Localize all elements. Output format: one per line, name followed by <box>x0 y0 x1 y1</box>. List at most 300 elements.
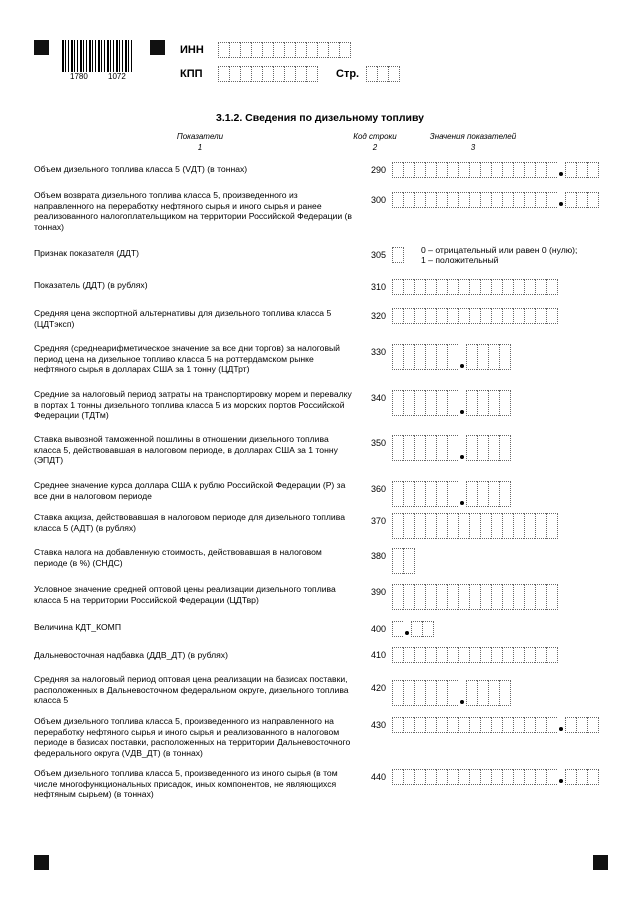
digit-cell[interactable] <box>491 308 502 324</box>
digit-cell[interactable] <box>587 717 599 733</box>
row-code-360: 360 <box>370 484 386 494</box>
digit-cell[interactable] <box>480 192 491 208</box>
digit-cell[interactable] <box>546 513 558 539</box>
barcode-number-2: 1072 <box>108 72 126 81</box>
digit-cell[interactable] <box>546 647 558 663</box>
value-field-330[interactable] <box>392 344 511 370</box>
digit-cell[interactable] <box>480 584 491 610</box>
digit-cell[interactable] <box>425 192 436 208</box>
value-field-305[interactable] <box>392 247 404 263</box>
value-field-350[interactable] <box>392 435 511 461</box>
row-code-410: 410 <box>370 650 386 660</box>
row-label-380: Ставка налога на добавленную стоимость, действовавшая в налоговом периоде (в %) (СНДС) <box>34 547 322 568</box>
row-label-420: Средняя за налоговый период оптовая цена реализации на базисах поставки, расположенных в Дальневосточном федеральном округе, дизельного топлива класса 5 <box>34 674 349 705</box>
digit-cell[interactable] <box>262 42 273 58</box>
digit-cell[interactable] <box>414 344 425 370</box>
digit-cell[interactable] <box>565 717 576 733</box>
digit-cell[interactable] <box>425 162 436 178</box>
digit-cell[interactable] <box>546 584 558 610</box>
column-header-indicators: Показатели <box>176 132 224 141</box>
digit-cell[interactable] <box>458 717 469 733</box>
digit-cell[interactable] <box>458 279 469 295</box>
digit-cell[interactable] <box>488 680 499 706</box>
row-code-330: 330 <box>370 347 386 357</box>
digit-cell[interactable] <box>480 162 491 178</box>
digit-cell[interactable] <box>535 717 546 733</box>
digit-cell[interactable] <box>458 192 469 208</box>
digit-cell[interactable] <box>488 481 499 507</box>
page-number-field[interactable] <box>366 66 400 82</box>
decimal-point <box>559 727 563 731</box>
digit-cell[interactable] <box>502 647 513 663</box>
digit-cell[interactable] <box>392 192 403 208</box>
value-field-290[interactable] <box>392 162 599 178</box>
digit-cell[interactable] <box>447 192 458 208</box>
row-code-340: 340 <box>370 393 386 403</box>
digit-cell[interactable] <box>447 279 458 295</box>
digit-cell[interactable] <box>524 769 535 785</box>
digit-cell[interactable] <box>339 42 351 58</box>
decimal-point <box>559 172 563 176</box>
digit-cell[interactable] <box>403 279 414 295</box>
digit-cell[interactable] <box>425 647 436 663</box>
barcode-number-1: 1780 <box>70 72 88 81</box>
digit-cell[interactable] <box>411 621 422 637</box>
digit-cell[interactable] <box>546 717 557 733</box>
digit-cell[interactable] <box>488 344 499 370</box>
digit-cell[interactable] <box>587 162 599 178</box>
digit-cell[interactable] <box>524 647 535 663</box>
digit-cell[interactable] <box>491 162 502 178</box>
digit-cell[interactable] <box>392 162 403 178</box>
corner-marker-bottom-right <box>593 855 608 870</box>
digit-cell[interactable] <box>524 584 535 610</box>
digit-cell[interactable] <box>436 717 447 733</box>
digit-cell[interactable] <box>524 717 535 733</box>
digit-cell[interactable] <box>513 584 524 610</box>
digit-cell[interactable] <box>392 548 403 574</box>
digit-cell[interactable] <box>425 344 436 370</box>
digit-cell[interactable] <box>513 647 524 663</box>
digit-cell[interactable] <box>535 162 546 178</box>
digit-cell[interactable] <box>535 279 546 295</box>
digit-cell[interactable] <box>565 192 576 208</box>
digit-cell[interactable] <box>458 647 469 663</box>
digit-cell[interactable] <box>499 435 511 461</box>
digit-cell[interactable] <box>436 279 447 295</box>
digit-cell[interactable] <box>403 513 414 539</box>
digit-cell[interactable] <box>447 717 458 733</box>
digit-cell[interactable] <box>392 481 403 507</box>
digit-cell[interactable] <box>513 279 524 295</box>
column-header-values: Значения показателей <box>429 132 517 141</box>
digit-cell[interactable] <box>488 435 499 461</box>
digit-cell[interactable] <box>422 621 434 637</box>
digit-cell[interactable] <box>480 513 491 539</box>
digit-cell[interactable] <box>524 279 535 295</box>
digit-cell[interactable] <box>524 162 535 178</box>
digit-cell[interactable] <box>436 162 447 178</box>
digit-cell[interactable] <box>403 162 414 178</box>
digit-cell[interactable] <box>491 769 502 785</box>
digit-cell[interactable] <box>535 308 546 324</box>
digit-cell[interactable] <box>480 769 491 785</box>
digit-cell[interactable] <box>491 584 502 610</box>
value-field-410[interactable] <box>392 647 558 663</box>
column-header-values-number: 3 <box>470 143 476 152</box>
value-field-310[interactable] <box>392 279 558 295</box>
digit-cell[interactable] <box>499 390 511 416</box>
digit-cell[interactable] <box>477 344 488 370</box>
digit-cell[interactable] <box>414 435 425 461</box>
digit-cell[interactable] <box>284 42 295 58</box>
digit-cell[interactable] <box>458 769 469 785</box>
digit-cell[interactable] <box>535 192 546 208</box>
digit-cell[interactable] <box>403 647 414 663</box>
digit-cell[interactable] <box>392 344 403 370</box>
row-label-390: Условное значение средней оптовой цены реализации дизельного топлива класса 5 на территории Российской Федерации (ЦДТвр) <box>34 584 336 605</box>
decimal-point <box>460 501 464 505</box>
digit-cell[interactable] <box>447 344 458 370</box>
digit-cell[interactable] <box>425 308 436 324</box>
digit-cell[interactable] <box>499 680 511 706</box>
digit-cell[interactable] <box>392 680 403 706</box>
digit-cell[interactable] <box>392 390 403 416</box>
digit-cell[interactable] <box>477 680 488 706</box>
digit-cell[interactable] <box>447 769 458 785</box>
row-label-430: Объем дизельного топлива класса 5, произведенного из направленного на переработку нефтяного сырья и иного сырья и реализованного в налоговом периоде в базисах поставки, расположенных на территории Дальневосточного федерального округа (VДВ_ДТ) (в тоннах) <box>34 716 351 758</box>
digit-cell[interactable] <box>403 435 414 461</box>
digit-cell[interactable] <box>458 513 469 539</box>
digit-cell[interactable] <box>414 162 425 178</box>
digit-cell[interactable] <box>502 162 513 178</box>
digit-cell[interactable] <box>535 769 546 785</box>
inn-field[interactable] <box>218 42 351 58</box>
digit-cell[interactable] <box>392 647 403 663</box>
row-label-350: Ставка вывозной таможенной пошлины в отношении дизельного топлива класса 5, действовавшая в налоговом периоде, в долларах США за 1 тонну (ЭПДТ) <box>34 434 338 465</box>
kpp-field[interactable] <box>218 66 318 82</box>
digit-cell[interactable] <box>425 769 436 785</box>
decimal-point <box>559 202 563 206</box>
digit-cell[interactable] <box>414 584 425 610</box>
digit-cell[interactable] <box>469 279 480 295</box>
digit-cell[interactable] <box>488 390 499 416</box>
digit-cell[interactable] <box>565 769 576 785</box>
digit-cell[interactable] <box>466 344 477 370</box>
digit-cell[interactable] <box>436 192 447 208</box>
digit-cell[interactable] <box>284 66 295 82</box>
row-code-300: 300 <box>370 195 386 205</box>
digit-cell[interactable] <box>469 647 480 663</box>
digit-cell[interactable] <box>414 308 425 324</box>
digit-cell[interactable] <box>306 66 318 82</box>
digit-cell[interactable] <box>502 717 513 733</box>
digit-cell[interactable] <box>466 390 477 416</box>
digit-cell[interactable] <box>576 162 587 178</box>
digit-cell[interactable] <box>447 680 458 706</box>
digit-cell[interactable] <box>414 717 425 733</box>
digit-cell[interactable] <box>436 513 447 539</box>
digit-cell[interactable] <box>436 390 447 416</box>
digit-cell[interactable] <box>546 308 558 324</box>
value-field-300[interactable] <box>392 192 599 208</box>
digit-cell[interactable] <box>546 279 558 295</box>
digit-cell[interactable] <box>458 162 469 178</box>
digit-cell[interactable] <box>513 162 524 178</box>
digit-cell[interactable] <box>403 769 414 785</box>
digit-cell[interactable] <box>273 42 284 58</box>
digit-cell[interactable] <box>436 344 447 370</box>
digit-cell[interactable] <box>317 42 328 58</box>
column-header-row-code: Код строки <box>353 132 397 141</box>
digit-cell[interactable] <box>491 279 502 295</box>
digit-cell[interactable] <box>491 192 502 208</box>
digit-cell[interactable] <box>458 584 469 610</box>
digit-cell[interactable] <box>469 192 480 208</box>
row-code-400: 400 <box>370 624 386 634</box>
digit-cell[interactable] <box>502 584 513 610</box>
digit-cell[interactable] <box>403 584 414 610</box>
decimal-point <box>460 410 464 414</box>
row-label-290: Объем дизельного топлива класса 5 (VДТ) (в тоннах) <box>34 164 248 174</box>
corner-marker-top-right <box>150 40 165 55</box>
digit-cell[interactable] <box>546 192 557 208</box>
row-code-305: 305 <box>370 250 386 260</box>
digit-cell[interactable] <box>425 435 436 461</box>
digit-cell[interactable] <box>229 42 240 58</box>
value-field-400[interactable] <box>392 621 434 637</box>
digit-cell[interactable] <box>499 481 511 507</box>
digit-cell[interactable] <box>469 769 480 785</box>
digit-cell[interactable] <box>546 769 557 785</box>
digit-cell[interactable] <box>576 192 587 208</box>
digit-cell[interactable] <box>477 481 488 507</box>
digit-cell[interactable] <box>469 584 480 610</box>
digit-cell[interactable] <box>403 192 414 208</box>
digit-cell[interactable] <box>565 162 576 178</box>
digit-cell[interactable] <box>436 647 447 663</box>
digit-cell[interactable] <box>403 308 414 324</box>
row-code-310: 310 <box>370 282 386 292</box>
digit-cell[interactable] <box>524 308 535 324</box>
digit-cell[interactable] <box>447 308 458 324</box>
digit-cell[interactable] <box>576 717 587 733</box>
digit-cell[interactable] <box>513 769 524 785</box>
digit-cell[interactable] <box>477 435 488 461</box>
value-field-370[interactable] <box>392 513 558 539</box>
digit-cell[interactable] <box>251 42 262 58</box>
digit-cell[interactable] <box>392 435 403 461</box>
digit-cell[interactable] <box>403 344 414 370</box>
digit-cell[interactable] <box>469 308 480 324</box>
digit-cell[interactable] <box>392 769 403 785</box>
row-label-400: Величина КДТ_КОМП <box>34 622 122 632</box>
digit-cell[interactable] <box>513 308 524 324</box>
digit-cell[interactable] <box>436 308 447 324</box>
digit-cell[interactable] <box>262 66 273 82</box>
digit-cell[interactable] <box>240 42 251 58</box>
row-note-305-0: 0 – отрицательный или равен 0 (нулю); <box>421 245 578 255</box>
digit-cell[interactable] <box>436 680 447 706</box>
digit-cell[interactable] <box>458 308 469 324</box>
row-label-340: Средние за налоговый период затраты на транспортировку морем и перевалку в портах 1 тонны дизельного топлива класса 5 из морских портов Российской Федерации (ТДТм) <box>34 389 352 420</box>
digit-cell[interactable] <box>502 513 513 539</box>
digit-cell[interactable] <box>273 66 284 82</box>
page-label: Стр. <box>336 68 360 80</box>
digit-cell[interactable] <box>392 584 403 610</box>
column-header-indicators-number: 1 <box>197 143 203 152</box>
digit-cell[interactable] <box>480 647 491 663</box>
digit-cell[interactable] <box>425 513 436 539</box>
digit-cell[interactable] <box>480 717 491 733</box>
digit-cell[interactable] <box>392 279 403 295</box>
digit-cell[interactable] <box>466 435 477 461</box>
digit-cell[interactable] <box>502 279 513 295</box>
digit-cell[interactable] <box>366 66 377 82</box>
digit-cell[interactable] <box>524 513 535 539</box>
digit-cell[interactable] <box>414 513 425 539</box>
digit-cell[interactable] <box>524 192 535 208</box>
digit-cell[interactable] <box>414 647 425 663</box>
digit-cell[interactable] <box>414 481 425 507</box>
digit-cell[interactable] <box>425 717 436 733</box>
digit-cell[interactable] <box>240 66 251 82</box>
digit-cell[interactable] <box>447 647 458 663</box>
digit-cell[interactable] <box>447 162 458 178</box>
digit-cell[interactable] <box>403 717 414 733</box>
row-label-440: Объем дизельного топлива класса 5, произведенного из иного сырья (в том числе многофункциональных присадок, иных компонентов, не являющихся нефтяным сырьем) (в тоннах) <box>34 768 338 799</box>
digit-cell[interactable] <box>480 279 491 295</box>
digit-cell[interactable] <box>392 717 403 733</box>
digit-cell[interactable] <box>587 769 599 785</box>
decimal-point <box>460 700 464 704</box>
digit-cell[interactable] <box>295 42 306 58</box>
digit-cell[interactable] <box>377 66 388 82</box>
digit-cell[interactable] <box>425 279 436 295</box>
digit-cell[interactable] <box>403 390 414 416</box>
inn-label: ИНН <box>180 44 204 56</box>
value-field-420[interactable] <box>392 680 511 706</box>
digit-cell[interactable] <box>469 513 480 539</box>
digit-cell[interactable] <box>477 390 488 416</box>
digit-cell[interactable] <box>447 435 458 461</box>
digit-cell[interactable] <box>469 717 480 733</box>
digit-cell[interactable] <box>499 344 511 370</box>
digit-cell[interactable] <box>392 308 403 324</box>
decimal-point <box>460 364 464 368</box>
digit-cell[interactable] <box>535 584 546 610</box>
digit-cell[interactable] <box>491 513 502 539</box>
digit-cell[interactable] <box>447 481 458 507</box>
digit-cell[interactable] <box>218 42 229 58</box>
digit-cell[interactable] <box>447 390 458 416</box>
digit-cell[interactable] <box>480 308 491 324</box>
row-label-320: Средняя цена экспортной альтернативы для дизельного топлива класса 5 (ЦДТэксп) <box>34 308 332 329</box>
value-field-430[interactable] <box>392 717 599 733</box>
value-field-320[interactable] <box>392 308 558 324</box>
digit-cell[interactable] <box>469 162 480 178</box>
value-field-360[interactable] <box>392 481 511 507</box>
digit-cell[interactable] <box>425 680 436 706</box>
digit-cell[interactable] <box>535 647 546 663</box>
digit-cell[interactable] <box>436 481 447 507</box>
digit-cell[interactable] <box>388 66 400 82</box>
digit-cell[interactable] <box>587 192 599 208</box>
row-label-305: Признак показателя (ДДТ) <box>34 248 139 258</box>
column-header-row-code-number: 2 <box>372 143 378 152</box>
digit-cell[interactable] <box>328 42 339 58</box>
digit-cell[interactable] <box>466 680 477 706</box>
digit-cell[interactable] <box>425 481 436 507</box>
row-label-310: Показатель (ДДТ) (в рублях) <box>34 280 148 290</box>
digit-cell[interactable] <box>403 548 415 574</box>
digit-cell[interactable] <box>403 481 414 507</box>
digit-cell[interactable] <box>513 717 524 733</box>
row-label-300: Объем возврата дизельного топлива класса 5, произведенного из направленного на переработку нефтяного сырья и иного сырья и ранее реализованного налогоплательщиком на территории Российской Федерации (в тоннах) <box>34 190 352 232</box>
value-field-390[interactable] <box>392 584 558 610</box>
digit-cell[interactable] <box>513 192 524 208</box>
digit-cell[interactable] <box>392 513 403 539</box>
value-field-340[interactable] <box>392 390 511 416</box>
digit-cell[interactable] <box>306 42 317 58</box>
digit-cell[interactable] <box>414 769 425 785</box>
row-code-440: 440 <box>370 772 386 782</box>
digit-cell[interactable] <box>513 513 524 539</box>
digit-cell[interactable] <box>546 162 557 178</box>
row-label-360: Среднее значение курса доллара США к рублю Российской Федерации (Р) за все дни в налоговом периоде <box>34 480 346 501</box>
digit-cell[interactable] <box>502 308 513 324</box>
digit-cell[interactable] <box>436 769 447 785</box>
digit-cell[interactable] <box>414 680 425 706</box>
digit-cell[interactable] <box>392 621 403 637</box>
digit-cell[interactable] <box>535 513 546 539</box>
decimal-point <box>460 455 464 459</box>
digit-cell[interactable] <box>576 769 587 785</box>
digit-cell[interactable] <box>491 717 502 733</box>
digit-cell[interactable] <box>502 769 513 785</box>
corner-marker-bottom-left <box>34 855 49 870</box>
digit-cell[interactable] <box>491 647 502 663</box>
digit-cell[interactable] <box>447 584 458 610</box>
digit-cell[interactable] <box>251 66 262 82</box>
barcode <box>62 40 134 72</box>
row-code-290: 290 <box>370 165 386 175</box>
digit-cell[interactable] <box>414 279 425 295</box>
digit-cell[interactable] <box>425 584 436 610</box>
row-code-380: 380 <box>370 551 386 561</box>
digit-cell[interactable] <box>295 66 306 82</box>
digit-cell[interactable] <box>502 192 513 208</box>
row-code-320: 320 <box>370 311 386 321</box>
value-field-440[interactable] <box>392 769 599 785</box>
digit-cell[interactable] <box>436 584 447 610</box>
value-field-380[interactable] <box>392 548 415 574</box>
digit-cell[interactable] <box>425 390 436 416</box>
digit-cell[interactable] <box>414 192 425 208</box>
digit-cell[interactable] <box>414 390 425 416</box>
row-code-420: 420 <box>370 683 386 693</box>
digit-cell[interactable] <box>403 680 414 706</box>
decimal-point <box>405 631 409 635</box>
digit-cell[interactable] <box>218 66 229 82</box>
digit-cell[interactable] <box>392 247 404 263</box>
digit-cell[interactable] <box>447 513 458 539</box>
decimal-point <box>559 779 563 783</box>
digit-cell[interactable] <box>466 481 477 507</box>
digit-cell[interactable] <box>436 435 447 461</box>
corner-marker-top-left <box>34 40 49 55</box>
digit-cell[interactable] <box>229 66 240 82</box>
